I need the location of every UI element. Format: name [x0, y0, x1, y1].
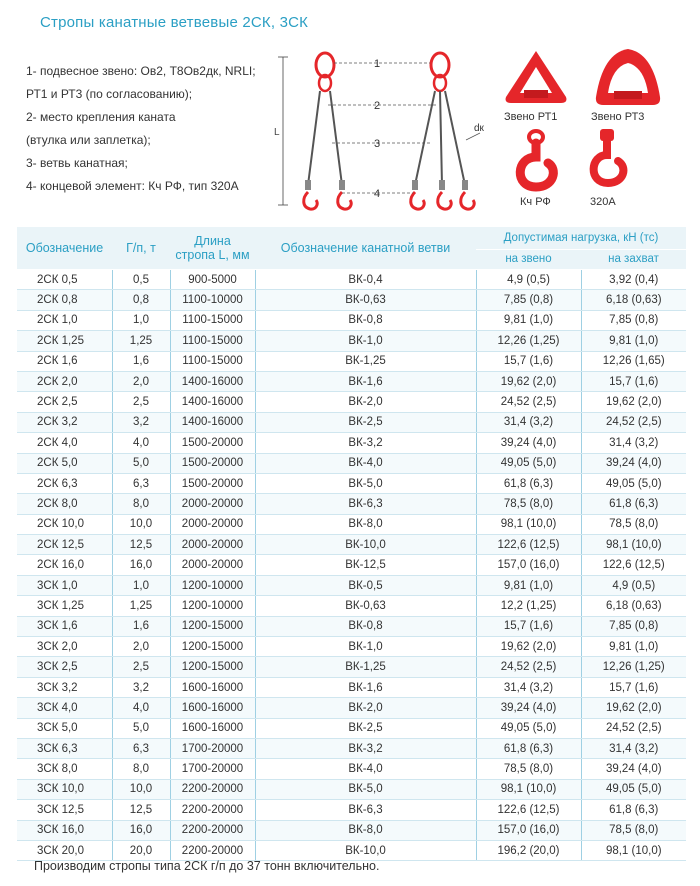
- sling-diagram: [270, 45, 498, 220]
- cell-on-grip: 3,92 (0,4): [581, 270, 686, 290]
- cell-capacity: 2,5: [112, 392, 170, 412]
- cell-designation: 2СК 4,0: [17, 433, 112, 453]
- legend-line: 1- подвесное звено: Ов2, Т8Ов2дк, NRLI;: [26, 64, 256, 78]
- cell-on-grip: 15,7 (1,6): [581, 677, 686, 697]
- specifications-table: [17, 227, 686, 861]
- table-row: [17, 290, 686, 310]
- table-row: [17, 535, 686, 555]
- cell-on-link: 9,81 (1,0): [476, 575, 581, 595]
- cell-designation: 2СК 6,3: [17, 473, 112, 493]
- cell-designation: 2СК 10,0: [17, 514, 112, 534]
- cell-designation: 3СК 5,0: [17, 718, 112, 738]
- fittings-drawing: [498, 45, 688, 220]
- cell-on-link: 122,6 (12,5): [476, 800, 581, 820]
- cell-on-link: 24,52 (2,5): [476, 392, 581, 412]
- cell-on-link: 157,0 (16,0): [476, 555, 581, 575]
- cell-capacity: 16,0: [112, 555, 170, 575]
- cell-designation: 2СК 2,0: [17, 371, 112, 391]
- cell-on-link: 12,26 (1,25): [476, 331, 581, 351]
- cell-branch: ВК-12,5: [255, 555, 476, 575]
- hook-rf-label: Кч РФ: [520, 196, 551, 208]
- cell-designation: 2СК 0,5: [17, 270, 112, 290]
- three-leg-sling: [411, 53, 474, 209]
- cell-on-grip: 19,62 (2,0): [581, 698, 686, 718]
- cell-length: 900-5000: [170, 270, 255, 290]
- cell-on-grip: 9,81 (1,0): [581, 637, 686, 657]
- cell-branch: ВК-3,2: [255, 433, 476, 453]
- cell-designation: 3СК 3,2: [17, 677, 112, 697]
- cell-on-link: 122,6 (12,5): [476, 535, 581, 555]
- link-rt1-label: Звено РТ1: [504, 111, 558, 123]
- table-row: [17, 494, 686, 514]
- header-on-link: на звено: [476, 249, 581, 269]
- cell-length: 1500-20000: [170, 473, 255, 493]
- component-legend: [26, 60, 256, 198]
- callout-2: 2: [374, 100, 381, 112]
- cell-on-grip: 7,85 (0,8): [581, 310, 686, 330]
- cell-length: 1200-10000: [170, 596, 255, 616]
- cell-on-grip: 78,5 (8,0): [581, 514, 686, 534]
- table-row: [17, 820, 686, 840]
- cell-branch: ВК-1,0: [255, 331, 476, 351]
- cell-on-link: 98,1 (10,0): [476, 779, 581, 799]
- cell-branch: ВК-0,63: [255, 290, 476, 310]
- cell-on-grip: 39,24 (4,0): [581, 759, 686, 779]
- cell-branch: ВК-0,4: [255, 270, 476, 290]
- cell-branch: ВК-0,8: [255, 310, 476, 330]
- table-row: [17, 800, 686, 820]
- cell-branch: ВК-8,0: [255, 514, 476, 534]
- header-load: Допустимая нагрузка, кН (тс): [476, 227, 686, 249]
- cell-on-link: 31,4 (3,2): [476, 677, 581, 697]
- cell-designation: 2СК 0,8: [17, 290, 112, 310]
- cell-capacity: 4,0: [112, 698, 170, 718]
- cell-designation: 3СК 20,0: [17, 840, 112, 860]
- cell-on-grip: 78,5 (8,0): [581, 820, 686, 840]
- legend-line: 4- концевой элемент: Кч РФ, тип 320А: [26, 179, 239, 193]
- cell-capacity: 8,0: [112, 759, 170, 779]
- cell-branch: ВК-2,0: [255, 392, 476, 412]
- callout-3: 3: [374, 138, 381, 150]
- header-designation: Обозначение: [17, 227, 112, 270]
- cell-branch: ВК-2,5: [255, 412, 476, 432]
- length-label: L: [274, 127, 280, 138]
- legend-line: РТ1 и РТ3 (по согласованию);: [26, 87, 193, 101]
- cell-on-grip: 31,4 (3,2): [581, 738, 686, 758]
- cell-designation: 2СК 16,0: [17, 555, 112, 575]
- cell-designation: 3СК 12,5: [17, 800, 112, 820]
- cell-capacity: 3,2: [112, 677, 170, 697]
- cell-capacity: 1,0: [112, 575, 170, 595]
- link-rt1-icon: [506, 51, 567, 103]
- cell-on-grip: 98,1 (10,0): [581, 535, 686, 555]
- table-row: [17, 718, 686, 738]
- cell-on-grip: 39,24 (4,0): [581, 453, 686, 473]
- cell-capacity: 5,0: [112, 718, 170, 738]
- cell-on-link: 61,8 (6,3): [476, 738, 581, 758]
- header-length-line1: Длина: [194, 234, 231, 248]
- link-rt3-icon: [596, 49, 660, 105]
- cell-designation: 3СК 4,0: [17, 698, 112, 718]
- cell-length: 2000-20000: [170, 494, 255, 514]
- cell-length: 1500-20000: [170, 453, 255, 473]
- table-row: [17, 738, 686, 758]
- link-rt3-label: Звено РТ3: [591, 111, 645, 123]
- cell-length: 1100-10000: [170, 290, 255, 310]
- cell-branch: ВК-4,0: [255, 759, 476, 779]
- cell-length: 1200-15000: [170, 657, 255, 677]
- cell-on-link: 19,62 (2,0): [476, 637, 581, 657]
- cell-branch: ВК-5,0: [255, 779, 476, 799]
- cell-length: 1400-16000: [170, 412, 255, 432]
- cell-designation: 2СК 8,0: [17, 494, 112, 514]
- cell-designation: 3СК 1,0: [17, 575, 112, 595]
- cell-on-grip: 4,9 (0,5): [581, 575, 686, 595]
- cell-length: 1700-20000: [170, 759, 255, 779]
- cell-capacity: 1,0: [112, 310, 170, 330]
- cell-capacity: 6,3: [112, 473, 170, 493]
- cell-on-grip: 24,52 (2,5): [581, 412, 686, 432]
- table-row: [17, 412, 686, 432]
- cell-on-grip: 15,7 (1,6): [581, 371, 686, 391]
- hook-320a-icon: [594, 129, 624, 183]
- cell-length: 2000-20000: [170, 535, 255, 555]
- cell-branch: ВК-1,0: [255, 637, 476, 657]
- cell-capacity: 12,5: [112, 535, 170, 555]
- cell-capacity: 16,0: [112, 820, 170, 840]
- table-row: [17, 514, 686, 534]
- cell-capacity: 5,0: [112, 453, 170, 473]
- cell-on-link: 157,0 (16,0): [476, 820, 581, 840]
- cell-on-link: 9,81 (1,0): [476, 310, 581, 330]
- cell-branch: ВК-1,6: [255, 371, 476, 391]
- hook-320a-label: 320А: [590, 196, 616, 208]
- header-branch: Обозначение канатной ветви: [255, 227, 476, 270]
- cell-capacity: 2,5: [112, 657, 170, 677]
- cell-on-grip: 61,8 (6,3): [581, 800, 686, 820]
- cell-on-link: 49,05 (5,0): [476, 718, 581, 738]
- cell-branch: ВК-0,5: [255, 575, 476, 595]
- cell-branch: ВК-2,0: [255, 698, 476, 718]
- table-row: [17, 698, 686, 718]
- cell-branch: ВК-8,0: [255, 820, 476, 840]
- cell-on-grip: 122,6 (12,5): [581, 555, 686, 575]
- cell-on-grip: 49,05 (5,0): [581, 779, 686, 799]
- two-leg-sling: [304, 53, 351, 209]
- cell-on-grip: 9,81 (1,0): [581, 331, 686, 351]
- legend-line: (втулка или заплетка);: [26, 133, 151, 147]
- cell-branch: ВК-4,0: [255, 453, 476, 473]
- cell-designation: 3СК 16,0: [17, 820, 112, 840]
- table-body: [17, 270, 686, 861]
- cell-on-link: 39,24 (4,0): [476, 698, 581, 718]
- cell-capacity: 1,6: [112, 351, 170, 371]
- diameter-label: dк: [474, 123, 484, 134]
- cell-capacity: 12,5: [112, 800, 170, 820]
- cell-length: 2000-20000: [170, 555, 255, 575]
- cell-branch: ВК-10,0: [255, 535, 476, 555]
- table-row: [17, 657, 686, 677]
- cell-designation: 2СК 12,5: [17, 535, 112, 555]
- cell-on-link: 7,85 (0,8): [476, 290, 581, 310]
- table-row: [17, 392, 686, 412]
- cell-length: 2200-20000: [170, 820, 255, 840]
- cell-capacity: 0,8: [112, 290, 170, 310]
- table-row: [17, 616, 686, 636]
- cell-length: 1100-15000: [170, 331, 255, 351]
- table-row: [17, 270, 686, 290]
- callout-1: 1: [374, 58, 381, 70]
- cell-capacity: 0,5: [112, 270, 170, 290]
- cell-on-link: 78,5 (8,0): [476, 759, 581, 779]
- cell-branch: ВК-1,25: [255, 657, 476, 677]
- cell-on-link: 24,52 (2,5): [476, 657, 581, 677]
- cell-on-grip: 61,8 (6,3): [581, 494, 686, 514]
- cell-length: 2200-20000: [170, 800, 255, 820]
- cell-length: 1700-20000: [170, 738, 255, 758]
- table-row: [17, 779, 686, 799]
- cell-capacity: 10,0: [112, 514, 170, 534]
- cell-designation: 2СК 3,2: [17, 412, 112, 432]
- cell-on-grip: 6,18 (0,63): [581, 596, 686, 616]
- table-row: [17, 433, 686, 453]
- cell-capacity: 10,0: [112, 779, 170, 799]
- cell-designation: 3СК 2,5: [17, 657, 112, 677]
- cell-on-grip: 7,85 (0,8): [581, 616, 686, 636]
- cell-on-grip: 24,52 (2,5): [581, 718, 686, 738]
- cell-designation: 3СК 2,0: [17, 637, 112, 657]
- legend-line: 3- ветвь канатная;: [26, 156, 128, 170]
- cell-length: 1100-15000: [170, 310, 255, 330]
- cell-capacity: 2,0: [112, 371, 170, 391]
- table-row: [17, 351, 686, 371]
- table-row: [17, 575, 686, 595]
- legend-line: 2- место крепления каната: [26, 110, 176, 124]
- cell-on-grip: 49,05 (5,0): [581, 473, 686, 493]
- cell-designation: 3СК 6,3: [17, 738, 112, 758]
- cell-branch: ВК-0,63: [255, 596, 476, 616]
- cell-length: 1200-15000: [170, 616, 255, 636]
- cell-branch: ВК-1,6: [255, 677, 476, 697]
- table-row: [17, 371, 686, 391]
- page-title: Стропы канатные ветвевые 2СК, 3СК: [40, 14, 309, 31]
- cell-designation: 3СК 1,25: [17, 596, 112, 616]
- cell-capacity: 2,0: [112, 637, 170, 657]
- cell-designation: 2СК 5,0: [17, 453, 112, 473]
- table-row: [17, 310, 686, 330]
- cell-length: 1200-10000: [170, 575, 255, 595]
- cell-on-link: 19,62 (2,0): [476, 371, 581, 391]
- table-row: [17, 331, 686, 351]
- cell-length: 1200-15000: [170, 637, 255, 657]
- cell-designation: 2СК 2,5: [17, 392, 112, 412]
- cell-branch: ВК-3,2: [255, 738, 476, 758]
- cell-branch: ВК-0,8: [255, 616, 476, 636]
- table-row: [17, 596, 686, 616]
- cell-on-link: 39,24 (4,0): [476, 433, 581, 453]
- footer-note: Производим стропы типа 2СК г/п до 37 тонн включительно.: [34, 859, 380, 873]
- cell-on-link: 196,2 (20,0): [476, 840, 581, 860]
- cell-branch: ВК-6,3: [255, 494, 476, 514]
- callout-lines: [328, 63, 436, 193]
- table-row: [17, 453, 686, 473]
- cell-on-grip: 6,18 (0,63): [581, 290, 686, 310]
- cell-on-link: 4,9 (0,5): [476, 270, 581, 290]
- table-row: [17, 473, 686, 493]
- cell-on-link: 12,2 (1,25): [476, 596, 581, 616]
- cell-on-grip: 12,26 (1,25): [581, 657, 686, 677]
- cell-on-link: 31,4 (3,2): [476, 412, 581, 432]
- cell-length: 1400-16000: [170, 371, 255, 391]
- header-length-line2: стропа L, мм: [175, 248, 250, 262]
- cell-length: 1600-16000: [170, 677, 255, 697]
- cell-on-link: 49,05 (5,0): [476, 453, 581, 473]
- cell-designation: 2СК 1,0: [17, 310, 112, 330]
- cell-branch: ВК-6,3: [255, 800, 476, 820]
- cell-designation: 2СК 1,25: [17, 331, 112, 351]
- cell-branch: ВК-5,0: [255, 473, 476, 493]
- cell-length: 2200-20000: [170, 840, 255, 860]
- cell-designation: 3СК 10,0: [17, 779, 112, 799]
- cell-capacity: 1,25: [112, 331, 170, 351]
- cell-branch: ВК-2,5: [255, 718, 476, 738]
- cell-length: 1600-16000: [170, 698, 255, 718]
- header-capacity: Г/п, т: [112, 227, 170, 270]
- cell-capacity: 3,2: [112, 412, 170, 432]
- table-row: [17, 677, 686, 697]
- table-row: [17, 637, 686, 657]
- cell-capacity: 6,3: [112, 738, 170, 758]
- cell-branch: ВК-1,25: [255, 351, 476, 371]
- table-row: [17, 759, 686, 779]
- table-row: [17, 555, 686, 575]
- cell-on-link: 98,1 (10,0): [476, 514, 581, 534]
- header-length: [170, 227, 255, 270]
- cell-length: 1500-20000: [170, 433, 255, 453]
- cell-capacity: 20,0: [112, 840, 170, 860]
- table-row: [17, 840, 686, 860]
- cell-branch: ВК-10,0: [255, 840, 476, 860]
- cell-designation: 3СК 8,0: [17, 759, 112, 779]
- cell-capacity: 1,6: [112, 616, 170, 636]
- hook-rf-icon: [520, 131, 553, 187]
- cell-on-grip: 98,1 (10,0): [581, 840, 686, 860]
- cell-capacity: 1,25: [112, 596, 170, 616]
- cell-on-grip: 12,26 (1,65): [581, 351, 686, 371]
- cell-on-link: 15,7 (1,6): [476, 351, 581, 371]
- cell-length: 1400-16000: [170, 392, 255, 412]
- cell-length: 2000-20000: [170, 514, 255, 534]
- cell-designation: 2СК 1,6: [17, 351, 112, 371]
- cell-on-link: 78,5 (8,0): [476, 494, 581, 514]
- header-on-grip: на захват: [581, 249, 686, 269]
- fittings-panel: [498, 45, 688, 220]
- cell-on-link: 61,8 (6,3): [476, 473, 581, 493]
- cell-length: 2200-20000: [170, 779, 255, 799]
- cell-designation: 3СК 1,6: [17, 616, 112, 636]
- cell-capacity: 8,0: [112, 494, 170, 514]
- cell-capacity: 4,0: [112, 433, 170, 453]
- cell-on-grip: 19,62 (2,0): [581, 392, 686, 412]
- cell-on-link: 15,7 (1,6): [476, 616, 581, 636]
- callout-4: 4: [374, 188, 381, 200]
- cell-on-grip: 31,4 (3,2): [581, 433, 686, 453]
- cell-length: 1600-16000: [170, 718, 255, 738]
- cell-length: 1100-15000: [170, 351, 255, 371]
